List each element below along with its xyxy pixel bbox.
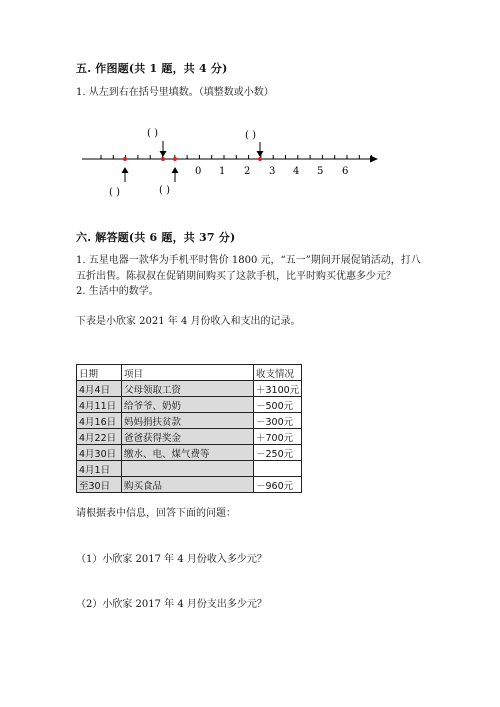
question-6-1-line-1: 1. 五星电器一款华为手机平时售价 1800 元，“五一”期间开展促销活动，打八 <box>76 255 421 266</box>
table-cell-amount <box>254 461 302 477</box>
section-6-title: 六. 解答题(共 6 题，共 37 分) <box>76 231 236 244</box>
table-cell-amount: ＋700元 <box>254 429 302 445</box>
table-cell-amount: －250元 <box>254 445 302 461</box>
table-cell-item: 爸爸获得奖金 <box>122 429 254 445</box>
table-row <box>77 429 302 445</box>
question-6-1-line-2: 五折出售。陈叔叔在促销期间购买了这款手机，比平时购买优惠多少元？ <box>76 271 396 282</box>
table-header: 收支情况 <box>254 365 302 381</box>
table-header: 项目 <box>122 365 254 381</box>
table-cell-item: 缴水、电、煤气费等 <box>122 445 254 461</box>
table-header: 日期 <box>77 365 122 381</box>
marked-point-1 <box>123 157 127 161</box>
tick-label-0: 0 <box>195 166 202 177</box>
marked-point-3 <box>173 157 177 161</box>
question-5-1-text: 1. 从左到右在括号里填数。（填整数或小数） <box>76 87 274 98</box>
table-cell-date: 4月11日 <box>77 397 122 413</box>
table-row <box>77 477 302 493</box>
sub-question-2: （2）小欣家 2017 年 4 月份支出多少元？ <box>76 599 267 610</box>
table-cell-item: 给爷爷、奶奶 <box>122 397 254 413</box>
section-5-title: 五. 作图题(共 1 题，共 4 分) <box>76 62 228 75</box>
number-line <box>70 118 390 208</box>
down-arrow-2-icon <box>257 142 264 157</box>
down-arrow-1-icon <box>160 141 167 157</box>
tick-label-5: 5 <box>317 166 324 177</box>
table-row <box>77 461 302 477</box>
table-cell-item <box>122 461 254 477</box>
tick-label-4: 4 <box>293 166 300 177</box>
table-cell-amount: －300元 <box>254 413 302 429</box>
table-cell-date: 4月22日 <box>77 429 122 445</box>
table-cell-item: 购买食品 <box>122 477 254 493</box>
tick-marks <box>101 155 372 159</box>
table-cell-item: 父母领取工资 <box>122 381 254 397</box>
table-cell-date: 4月1日 <box>77 461 122 477</box>
table-header-row <box>77 365 302 381</box>
bottom-blank-1[interactable]: ( ) <box>109 187 120 198</box>
table-cell-date: 至30日 <box>77 477 122 493</box>
income-expense-table <box>76 364 302 493</box>
table-cell-date: 4月4日 <box>77 381 122 397</box>
question-6-2-title: 2. 生活中的数学。 <box>76 286 159 297</box>
sub-question-1: （1）小欣家 2017 年 4 月份收入多少元？ <box>76 554 267 565</box>
table-row <box>77 397 302 413</box>
tick-label-3: 3 <box>269 166 276 177</box>
up-arrow-1-icon <box>122 167 129 182</box>
table-cell-amount: －500元 <box>254 397 302 413</box>
bottom-blank-2[interactable]: ( ) <box>159 185 170 196</box>
tick-label-1: 1 <box>219 166 226 177</box>
table-cell-amount: －960元 <box>254 477 302 493</box>
marked-point-2 <box>161 157 165 161</box>
table-intro: 下表是小欣家 2021 年 4 月份收入和支出的记录。 <box>76 316 301 327</box>
tick-label-2: 2 <box>244 166 251 177</box>
top-blank-1[interactable]: ( ) <box>147 128 158 139</box>
table-cell-amount: ＋3100元 <box>254 381 302 397</box>
marked-point-4 <box>258 157 262 161</box>
top-blank-2[interactable]: ( ) <box>245 130 256 141</box>
up-arrow-2-icon <box>172 167 179 182</box>
table-cell-item: 妈妈捐扶贫款 <box>122 413 254 429</box>
table-cell-date: 4月30日 <box>77 445 122 461</box>
tick-label-6: 6 <box>342 166 349 177</box>
table-cell-date: 4月16日 <box>77 413 122 429</box>
table-row <box>77 445 302 461</box>
table-row <box>77 413 302 429</box>
table-row <box>77 381 302 397</box>
table-prompt: 请根据表中信息，回答下面的问题： <box>76 508 236 519</box>
